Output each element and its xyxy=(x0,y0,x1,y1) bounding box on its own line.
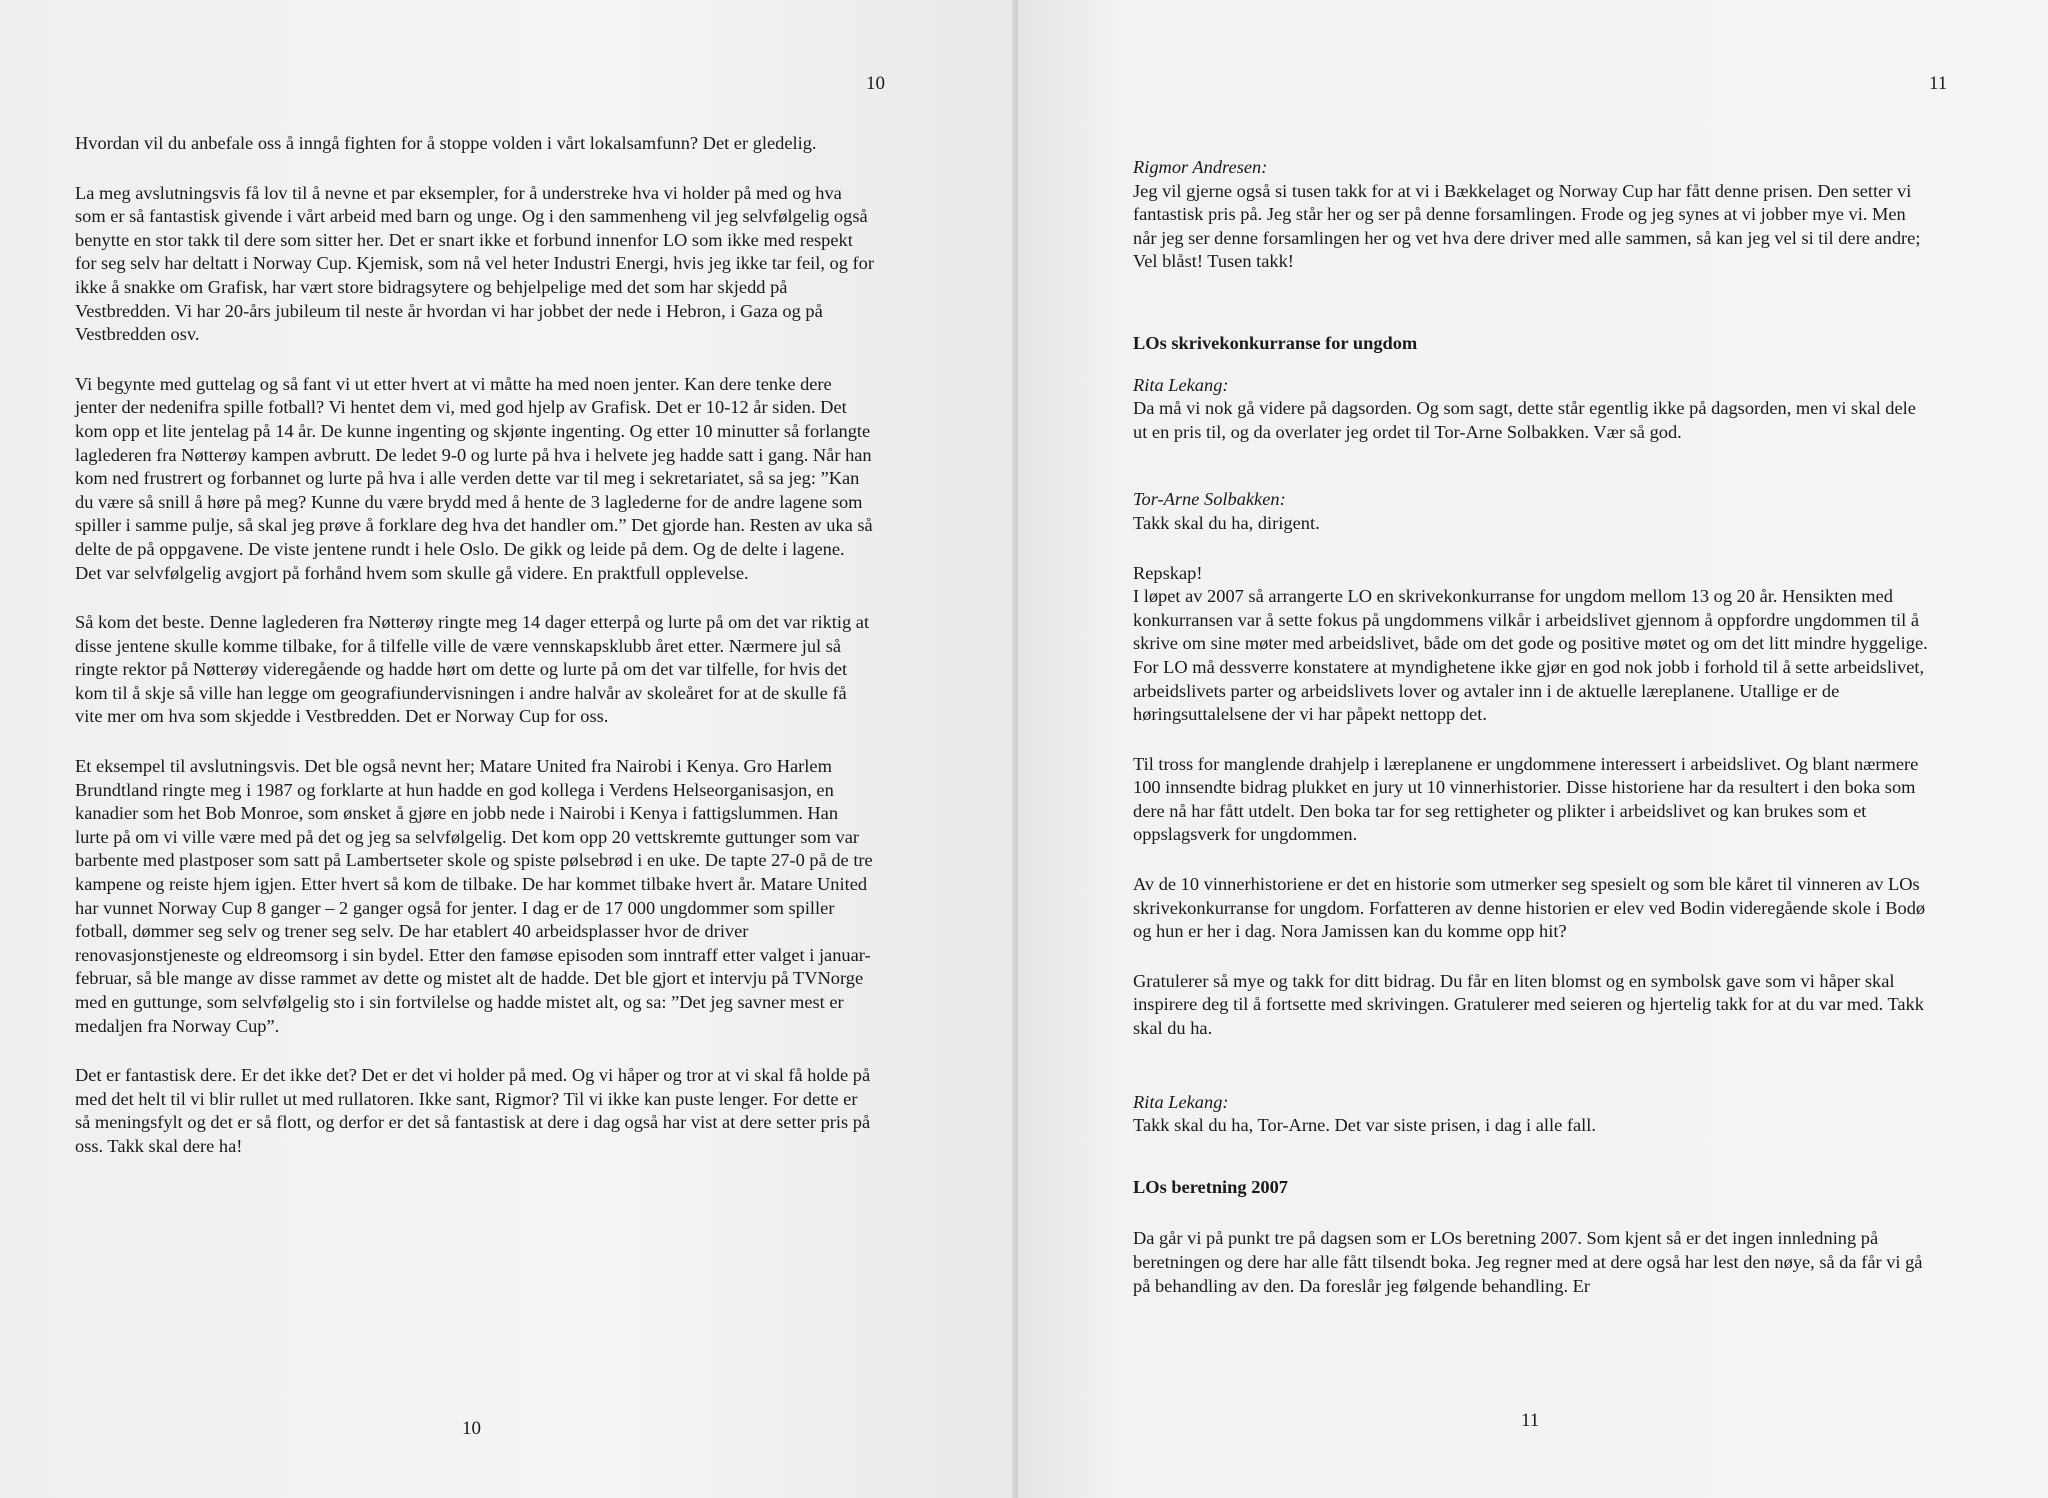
speaker-name: Tor-Arne Solbakken: xyxy=(1133,489,1286,510)
speaker-name: Rita Lekang: xyxy=(1133,374,1229,395)
paragraph: Takk skal du ha, dirigent. xyxy=(1133,512,1320,533)
paragraph: Et eksempel til avslutningsvis. Det ble også nevnt her; Matare United fra Nairobi i Kenya. Gro Harlem Brundtland ringte meg i 1987 og forklarte at hun hadde en god kollega i Verdens Helseorganisasjon, en kanadier som het Bob Monroe, som ønsket å gjøre en jobb nede i Nairobi i Kenya i fattigslummen. Han lurte på om vi ville være med på det og jeg sa selvfølgelig. Det kom opp 20 vettskremte guttunger som var barbente med plastposer som satt på Lambertseter skole og spiste pølsebrød i en uke. De tapte 27-0 på de tre kampene og reiste hjem igjen. Etter hvert så kom de tilbake. De har kommet tilbake hvert år. Matare United har vunnet Norway Cup 8 ganger – 2 ganger også for jenter. I dag er de 17 000 ungdommer som spiller fotball, dømmer seg selv og trener seg selv. De har etablert 40 arbeidsplasser hvor de driver renovasjonstjeneste og eldreomsorg i sin bydel. Etter den famøse episoden som inntraff etter valget i januar-februar, så ble mange av disse rammet av dette og mistet alt de hadde. Det ble gjort et intervju på TVNorge med en guttunge, som selvfølgelig sto i sin fortvilelse og hadde mistet alt, og sa: ”Det jeg savner mest er medaljen fra Norway Cup”. xyxy=(75,756,873,1036)
paragraph: Til tross for manglende drahjelp i læreplanene er ungdommene interessert i arbeidslivet. Og blant nærmere 100 innsendte bidrag plukket en jury ut 10 vinnerhistorier. Disse historiene har da resultert i den boka som dere nå har fått utdelt. Den boka tar for seg rettigheter og plikter i arbeidslivet og kan brukes som et oppslagsverk for ungdommen. xyxy=(1133,753,1919,845)
paragraph: Da må vi nok gå videre på dagsorden. Og som sagt, dette står egentlig ikke på dagsorden, men vi skal dele ut en pris til, og da overlater jeg ordet til Tor-Arne Solbakken. Vær så god. xyxy=(1133,398,1916,442)
paragraph: Vi begynte med guttelag og så fant vi ut etter hvert at vi måtte ha med noen jenter. Kan dere tenke dere jenter der nedenifra spille fotball? Vi hentet dem vi, med god hjelp av Grafisk. Det er 10-12 år siden. Det kom opp et lite jentelag på 14 år. De kunne ingenting og skjønte ingenting. Og etter 10 minutter så forlangte laglederen fra Nøtterøy kampen avbrutt. De ledet 9-0 og lurte på hva i helvete jeg hadde satt i gang. Når han kom ned frustrert og forbannet og lurte på hva i alle verden dette var til meg i sekretariatet, så sa jeg: ”Kan du være så snill å høre på meg? Kunne du være brydd med å hente de 3 laglederne for de andre lagene som spiller i samme pulje, så skal jeg prøve å forklare deg hva det handler om.” Det gjorde han. Resten av uka så delte de på oppgavene. De viste jentene rundt i hele Oslo. De gikk og leide på dem. Og de delte i lagene. Det var selvfølgelig avgjort på forhånd hvem som skulle gå videre. En praktfull opplevelse. xyxy=(75,373,873,583)
right-page xyxy=(1018,0,2048,1498)
page-number-bottom: 11 xyxy=(1521,1410,1540,1431)
section-heading: LOs skrivekonkurranse for ungdom xyxy=(1133,332,1418,353)
paragraph: Da går vi på punkt tre på dagsen som er LOs beretning 2007. Som kjent så er det ingen innledning på beretningen og dere har alle fått tilsendt boka. Jeg regner med at dere også har lest den nøye, så da får vi gå på behandling av den. Da foreslår jeg følgende behandling. Er xyxy=(1133,1228,1923,1296)
paragraph: Repskap! xyxy=(1133,562,1203,583)
speaker-name: Rita Lekang: xyxy=(1133,1091,1229,1112)
paragraph: Gratulerer så mye og takk for ditt bidrag. Du får en liten blomst og en symbolsk gave som vi håper skal inspirere deg til å fortsette med skrivingen. Gratulerer med seieren og hjertelig takk for at du var med. Takk skal du ha. xyxy=(1133,970,1924,1039)
left-page-body xyxy=(75,132,875,1185)
paragraph: Hvordan vil du anbefale oss å inngå fighten for å stoppe volden i vårt lokalsamfunn? Det er gledelig. xyxy=(75,133,817,153)
paragraph: Så kom det beste. Denne laglederen fra Nøtterøy ringte meg 14 dager etterpå og lurte på om det var riktig at disse jentene skulle komme tilbake, for å tilfelle ville de være vennskapsklubb året etter. Nærmere jul så ringte rektor på Nøtterøy videregående og hadde hørt om dette og lurte på om det var tilfelle, for hvis det kom til å skje så ville han legge om geografiundervisningen i andre halvår av skoleåret for at de skulle få vite mer om hva som skjedde i Vestbredden. Det er Norway Cup for oss. xyxy=(75,612,870,727)
page-number-bottom: 10 xyxy=(462,1418,481,1439)
section-heading: LOs beretning 2007 xyxy=(1133,1176,1288,1197)
right-page-body xyxy=(1133,156,1933,1324)
paragraph: Det er fantastisk dere. Er det ikke det? Det er det vi holder på med. Og vi håper og tror at vi skal få holde på med det helt til vi blir rullet ut med rullatoren. Ikke sant, Rigmor? Til vi ikke kan puste lenger. For dette er så meningsfylt og det er så flott, og derfor er det så fantastisk at dere i dag også har vist at dere setter pris på oss. Takk skal dere ha! xyxy=(75,1065,871,1156)
page-number-top: 10 xyxy=(866,73,885,94)
left-page xyxy=(0,0,1018,1498)
page-number-top: 11 xyxy=(1929,73,1948,94)
paragraph: Av de 10 vinnerhistoriene er det en historie som utmerker seg spesielt og som ble kåret til vinneren av LOs skrivekonkurranse for ungdom. Forfatteren av denne historien er elev ved Bodin videregående skole i Bodø og hun er her i dag. Nora Jamissen kan du komme opp hit? xyxy=(1133,874,1926,942)
paragraph: La meg avslutningsvis få lov til å nevne et par eksempler, for å understreke hva vi holder på med og hva som er så fantastisk givende i vårt arbeid med barn og unge. Og i den sammenheng vil jeg selvfølgelig også benytte en stor takk til dere som sitter her. Det er snart ikke et forbund innenfor LO som ikke med respekt for seg selv har deltatt i Norway Cup. Kjemisk, som nå vel heter Industri Energi, hvis jeg ikke tar feil, og for ikke å snakke om Grafisk, har vært store bidragsytere og behjelpelige med det som har skjedd på Vestbredden. Vi har 20-års jubileum til neste år hvordan vi har jobbet der nede i Hebron, i Gaza og på Vestbredden osv. xyxy=(75,182,874,345)
paragraph: I løpet av 2007 så arrangerte LO en skrivekonkurranse for ungdom mellom 13 og 20 år. Hensikten med konkurransen var å sette fokus på ungdommens vilkår i arbeidslivet gjennom å oppfordre ungdommen til å skrive om sine møter med arbeidslivet, både om det gode og positive møtet og om det litt mindre hyggelige. For LO må dessverre konstatere at myndighetene ikke gjør en god nok jobb i forhold til å sette arbeidslivet, arbeidslivets parter og arbeidslivets lover og avtaler inn i de aktuelle læreplanene. Utallige er de høringsuttalelsene der vi har påpekt nettopp det. xyxy=(1133,586,1928,725)
speaker-name: Rigmor Andresen: xyxy=(1133,157,1268,177)
paragraph: Jeg vil gjerne også si tusen takk for at vi i Bækkelaget og Norway Cup har fått denne prisen. Den setter vi fantastisk pris på. Jeg står her og ser på denne forsamlingen. Frode og jeg synes at vi jobber mye vi. Men når jeg ser denne forsamlingen her og vet hva dere driver med alle sammen, så kan jeg vel si til dere andre; Vel blåst! Tusen takk! xyxy=(1133,180,1921,272)
paragraph: Takk skal du ha, Tor-Arne. Det var siste prisen, i dag i alle fall. xyxy=(1133,1115,1596,1136)
